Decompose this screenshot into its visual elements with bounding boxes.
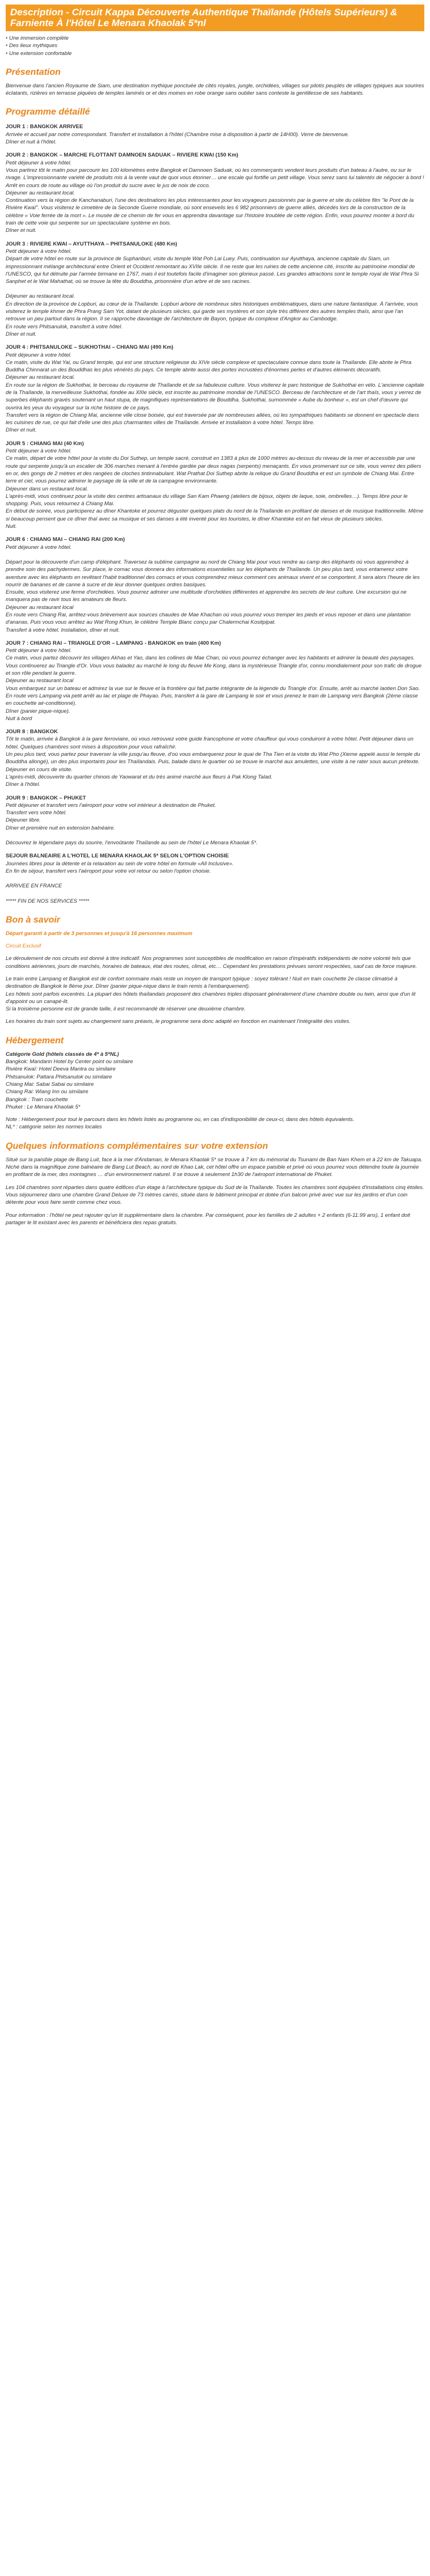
extension-paragraph: Pour information : l'hôtel ne peut rajouter qu'un lit supplémentaire dans la chambre. Par conséquent, pour les familles de 2 adultes + 2 enfants (6-11.99 ans), 1 enfant doit partager le lit existant avec les parents et bénéficiera des repas gratuits. [6,1212,410,1226]
day-title: JOUR 5 : CHIANG MAI (40 Km) [6,440,84,447]
day-line: Journées libres pour la détente et la relaxation au sein de votre hôtel en formule «All Inclusive». [6,860,234,867]
day-line: ***** FIN DE NOS SERVICES ***** [6,898,90,904]
hotel-category: Catégorie Gold (hôtels classés de 4* à 5*NL) [6,1051,119,1058]
day-line: Départ de votre hôtel en route sur la province de Suphanburi, visite du temple Wat Poh Lai Luey. Puis, continuation sur Ayutthaya, ancienne capitale du Siam, un impressionnant mélange architectural entre Orient et Occident remontant au XVIIe siècle. Il ne reste que les ruines de cette ancienne cité, inscrite au patrimoine mondial de l'UNESCO, qui fut détruite par l'armée birmane en 1767, mais il est toutefois facile d'imaginer son glorieux passé. Les grandes attractions sont le temple royal de Wat Phra Si Sanphet et le Wat Mahathat, où se trouve la tête du Bouddha, prisonnière d'un arbre et de ses racines. [6,256,419,285]
programme-days [6,123,424,904]
day-line: En route sur la région de Sukhothai, le berceau du royaume de Thaïlande et de sa fabuleuse culture. Vous visiterez le parc historique de Sukhothai en vélo. L'ancienne capitale de la Thaïlande, la merveilleuse Sukhothai, fondée au XIIIe siècle, est inscrite au patrimoine mondial de l'UNESCO. Berceau de l'architecture et de l'art thaïs, vous y verrez de superbes éléphants gravés soutenant un haut stupa, de magnifiques représentations de Bouddha. Sukhothai, surnommée « Aube du bonheur », est un chef d'œuvre qui ouvrira les yeux du voyageur sur la riche histoire de ce pays. [6,382,424,411]
day-line: Petit déjeuner et transfert vers l'aéroport pour votre vol intérieur à destination de Phuket. [6,802,216,809]
day-line: Dîner et nuit. [6,331,37,337]
programme-day [6,536,424,634]
day-line: Déjeuner au restaurant local. [6,293,75,300]
extension-paragraph: Situé sur la paisible plage de Bang Luit, face à la mer d'Andaman, le Menara Khaolak 5* se trouve à 7 km du mémorial du Tsunami de Ban Nam Khem et à 22 km de Takuapa. Niché dans la magnifique zone balnéaire de Bang Lut Beach, au nord de Khao Lak, cet hôtel offre un espace paisible et privé où vous pourrez vous détendre toute la journée en profitant de la mer, des montagnes … d'un environnement naturel. Il se trouve à seulement 1h30 de l'aéroport international de Phuket. [6,1156,423,1178]
day-line: Transfert à votre hôtel. Installation, dîner et nuit. [6,627,120,633]
day-line: En route vers Phitsanulok, transfert à votre hôtel. [6,323,123,330]
day-line: Déjeuner libre. [6,817,41,824]
info-paragraph: Le déroulement de nos circuits est donné à titre indicatif. Nos programmes sont susceptibles de modification en raison d'impératifs indépendants de notre volonté tels que conditions aériennes, jours de marchés, horaires de bateaux, état des routes, climat, etc… Cependant les prestations prévues seront respectées, sauf cas de force majeure. [6,955,418,970]
day-line: Vous partirez tôt le matin pour parcourir les 100 kilomètres entre Bangkok et Damnoen Saduak, où les commerçants vendent leurs produits d'un bateau à l'autre, ou sur le rivage. L'impressionnante variété de produits mis à la vente vaut de quoi vous étonner… une escale qui fortifie un petit village. Vous serez sans lui talentés de négocier à bord ! [6,167,424,181]
day-line: ARRIVEE EN FRANCE [6,883,62,890]
programme-day [6,728,424,788]
programme-day [6,640,424,722]
hotel-item: Phitsanulok: Pattara Phitsanulok ou similaire [6,1073,112,1080]
page [0,0,430,1226]
day-line [6,832,424,839]
day-line: Petit déjeuner à votre hôtel. [6,544,72,551]
day-title: JOUR 8 : BANGKOK [6,729,58,735]
day-line [6,890,424,898]
day-line: Tôt le matin, arrivée à Bangkok à la gare ferroviaire, où vous retrouvez votre guide francophone et votre chauffeur qui vous conduiront à votre hôtel. Petit déjeuner dans un hôtel. Quelques chambres sont mises à disposition pour vous rafraîchir. [6,736,414,750]
day-title: JOUR 7 : CHIANG RAI – TRIANGLE D'OR – LAMPANG - BANGKOK en train (400 Km) [6,640,221,646]
day-title: JOUR 3 : RIVIERE KWAI – AYUTTHAYA – PHITSANULOKE (480 Km) [6,240,178,247]
programme-day [6,240,424,339]
day-title: SEJOUR BALNEAIRE A L'HOTEL LE MENARA KHAOLAK 5* SELON L'OPTION CHOISIE [6,853,229,860]
day-title: JOUR 1 : BANGKOK ARRIVEE [6,124,83,130]
presentation-text: Bienvenue dans l'ancien Royaume de Siam, une destination mythique ponctuée de cités royales, jungle, orchidées, villages sur pilotis peuplés de villages typiques aux sourires éclatants, rizières en terrasse piquées de temples laminés or et des moines en robe orange sans oublier sans conteste la gentillesse de ses habitants. [6,82,424,97]
programme-day [6,151,424,234]
day-line: Découvrez le légendaire pays du sourire, l'envoûtante Thaïlande au sein de l'hôtel Le Menara Khaolak 5*. [6,840,258,847]
day-line: Déjeuner au restaurant local [6,678,74,684]
day-line: Petit déjeuner à votre hôtel. [6,159,72,166]
programme-day [6,440,424,531]
hotel-list [6,1058,424,1111]
bon-a-savoir-heading: Bon à savoir [6,915,61,925]
day-line: Petit déjeuner à votre hôtel. [6,448,72,455]
programme-day [6,794,424,847]
day-line [6,285,424,293]
day-line: Nuit. [6,523,17,530]
day-line: Déjeuner au restaurant local. [6,189,75,196]
hebergement-heading: Hébergement [6,1035,64,1046]
programme-heading: Programme détaillé [6,107,90,117]
day-line: Dîner et nuit. [6,427,37,434]
day-title: JOUR 2 : BANGKOK – MARCHE FLOTTANT DAMNOEN SADUAK – RIVIERE KWAI (150 Km) [6,152,238,159]
day-line: Petit déjeuner à votre hôtel. [6,248,72,255]
day-line: Dîner et nuit. [6,227,37,234]
programme-day [6,123,424,146]
day-line: Départ pour la découverte d'un camp d'éléphant. Traversez la sublime campagne au nord de Chiang Mai pour vous rendre au camp des éléphants où vous apprendrez à prendre soin des pachydermes. Sur place, le cornac vous donnera des informations essentielles sur les éléphants de Thaïlande. Un peu plus tard, vous entamerez votre aventure avec les éléphants en revêtant l'habit traditionnel des cornacs et vous comprendrez mieux comment ces animaux vivent et se comportent. Il sera alors l'heure de les nourrir de bananes et de canne à sucre et de leur donner quelques ordres basiques. [6,559,420,588]
programme-day [6,852,424,904]
day-line: En route vers Lampang via petit arrêt au lac et plage de Phayao. Puis, transfert à la gare de Lampang le soir et vous prenez le train de Lampang vers Bangkok (2ème classe en couchette air-conditionné). [6,692,418,707]
page-title: Description - Circuit Kappa Découverte Authentique Thaïlande (Hôtels Supérieurs) & Farniente À l'Hôtel Le Menara Khaolak 5*nl [10,7,398,28]
day-line: Petit déjeuner à votre hôtel. [6,648,72,654]
day-line: Ce matin, vous partez découvrir les villages Akhas et Yao, dans les collines de Mae Chan, où vous pourrez échanger avec les habitants et admirer la beauté des paysages. Vous continuerez au Triangle d'Or. Vous vous baladez au marché le long du fleuve Me Kong, dans la mystérieuse Triangle d'or, connu mondialement pour son trafic de drogue et son rôle pendant la guerre. [6,655,422,677]
day-line: Arrêt en cours de route au village où l'on produit du sucre avec le jus de noix de coco. [6,182,210,189]
day-title: JOUR 4 : PHITSANULOKE – SUKHOTHAI – CHIANG MAI (490 Km) [6,344,174,351]
day-line: Arrivée et accueil par notre correspondant. Transfert et installation à l'hôtel (Chambre mise à disposition à partir de 14H00). Verre de bienvenue. [6,131,349,138]
day-line: Un peu plus tard, vous partez pour traverser la ville jusqu'au fleuve, d'où vous embarquerez pour le quai de Tha Tien et la visite du Wat Pho (Xieme appelé aussi le temple du Bouddha allongé), un des plus importants pour les Thaïlandais. Puis, balade dans le quartier où se trouve le marché aux amulettes, une visite à ne rater sous aucun prétexte. Déjeuner en cours de visite. [6,751,420,773]
day-line: Déjeuner dans un restaurant local. [6,485,88,492]
day-line: Transfert vers votre hôtel. [6,810,67,817]
day-line: Ce matin, visite du Wat Yai, ou Grand temple, qui est une structure religieuse du XIVe siècle complexe et spectaculaire connue dans toute la Thaïlande. Elle abrite le Phra Buddha Chinnarat un des Bouddhas les plus vénérés du pays. Ce temple abrite aussi des portes incrustées d'énormes perles et d'autres éléments décoratifs. [6,359,412,374]
day-line: Dîner à l'hôtel. [6,781,40,788]
day-line: Déjeuner au restaurant local [6,604,74,611]
extension-paragraph: Les 104 chambres sont réparties dans quatre édifices d'un étage à l'architecture typique du Sud de la Thaïlande. Toutes les chambres sont équipées d'installations cinq étoiles. Vous séjournerez dans une chambre Grand Deluxe de 73 mètres carrés, située dans le bâtiment principal et dotée d'un balcon privé avec vue sur les jardins et d'un coin détente pour vous faire sentir comme chez vous. [6,1184,424,1206]
day-title: JOUR 6 : CHIANG MAI – CHIANG RAI (200 Km) [6,536,125,543]
day-line [6,551,424,559]
hotel-item: Rivière Kwaï: Hotel Deeva Mantra ou similaire [6,1066,116,1073]
presentation-heading: Présentation [6,67,61,77]
day-line [6,875,424,882]
day-line: L'après-midi, découverte du quartier chinois de Yaowarat et du très animé marché aux fleurs à Pak Klong Talad. [6,773,273,780]
circuit-label: Circuit Exclusif [6,943,41,950]
day-line: Dîner (panier pique-nique). [6,708,70,714]
hotel-item: Bangkok : Train couchette [6,1096,68,1103]
highlight-item: • Une immersion complète [6,35,424,42]
day-line: Petit déjeuner à votre hôtel. [6,352,72,358]
day-line: En fin de séjour, transfert vers l'aéroport pour votre vol retour ou selon l'option choisie. [6,868,211,874]
day-title: JOUR 9 : BANGKOK – PHUKET [6,794,86,801]
day-line: Ensuite, vous visiterez une ferme d'orchidées. Vous pourrez admirer une multitude d'orchidées différentes et apprendre les secrets de leur culture. Une excursion qui ne manquera pas de ravir tous les amateurs de fleurs. [6,589,407,603]
day-line: En début de soirée, vous participerez au dîner Khantoke et pourrez déguster quelques plats du nord de la Thaïlande en profitant de danses et de musique traditionnelle. Même si beaucoup pensent que ce dîner thaï avec sa musique et ses danses a été inventé pour les touristes, le dîner Khantoke est en fait vieux de plusieurs siècles. [6,508,424,522]
day-line: Nuit à bord [6,715,32,722]
day-line: Continuation vers la région de Kanchanaburi, l'une des destinations les plus intéressantes pour les voyageurs passionnés par la guerre et site du célèbre film "le Pont de la Rivière Kwaï". Vous visiterez le cimetière de la Seconde Guerre mondiale, où sont ensevelis les 6 982 prisonniers de guerre alliés, décédés lors de la construction de la célèbre « Voie ferrée de la mort ». Le musée de ce chemin de fer vous en apprendra davantage sur l'histoire troublée de cette région. Enfin, vous pourrez monter à bord du train de cette voie qui serpente sur un spectaculaire système en bois. [6,197,415,227]
hotel-note: Note : Hébergement pour tout le parcours dans les hôtels listés au programme ou, en cas d'indisponibilité de ceux-ci, dans des hôtels équivalents. NL* : catégorie selon les normes locales [6,1116,355,1131]
day-line: Déjeuner au restaurant local. [6,374,75,381]
programme-day [6,344,424,434]
day-line: Ce matin, départ de votre hôtel pour la visite du Doi Suthep, un temple sacré, construit en 1383 à plus de 1000 mètres au-dessus du niveau de la mer et accessible par une route qui serpente jusqu'à un escalier de 306 marches menant à l'entrée gardée par deux nagas (serpents) menaçants. En vous promenant sur ce site, vous verrez des piliers en or, des gongs de 2 mètres et des rangées de cloches tintinnabulant. Wat Prathat Doi Suthep abrite la relique du Grand Bouddha et est un symbole de Chiang Mai. Entre terre et ciel, vous pourrez admirer le paysage de la ville et de la campagne environnante. [6,455,421,485]
day-line: Dîner et première nuit en extension balnéaire. [6,824,115,831]
highlight-item: • Des lieux mythiques [6,42,424,49]
hotel-item: Phuket : Le Menara Khaolak 5* [6,1103,81,1110]
info-paragraph: Le train entre Lampang et Bangkok est de confort sommaire mais reste un moyen de transport typique : soyez tolérant ! Nuit en train couchette 2e classe climatisé à destination de Bangkok le 8ème jour. Dîner (panier pique-nique dans le train remis à l'embarquement). Les hôtels sont parfois excentrés. La plupart des hôtels thaïlandais proposent des chambres triples disposant généralement d'une chambre double ou twin, ainsi que d'un lit d'appoint ou un canapé-lit. Si la troisième personne est de grande taille, il est recommandé de réserver une deuxième chambre. [6,975,416,1013]
day-line: En direction de la province de Lopburi, au cœur de la Thaïlande. Lopburi arbore de nombreux sites historiques emblématiques, dans une nature fantastique. À l'arrivée, vous visiterez le temple khmer de Phra Prang Sam Yot, datant de plusieurs siècles, qui garde ses mystères et son style très différent des autres temples thaïs, ainsi que l'an retrouve un peu partout dans la région. Il se rapproche davantage de l'architecture de Bayon, typique du complexe d'Angkor au Cambodge. [6,301,418,323]
day-line: En route vers Chiang Rai, arrêtez-vous brièvement aux sources chaudes de Mae Khachan où vous pourrez vous tremper les pieds et vous reposer et dans une plantation d'ananas. Puis vous vous arrêtez au Wat Rong Khun, le célèbre Temple Blanc conçu par Chalermchai Kositpipat. [6,612,411,626]
day-line: Vous embarquez sur un bateau et admirez la vue sur le fleuve et la frontière qui fait partie intégrante de la légende du Triangle d'or. Ensuite, arrêt au marché laotien Don Sao. [6,685,420,692]
day-line: L'après-midi, vous continuez pour la visite des centres artisanaux du village San Kam Phaeng (ateliers de bijoux, objets de laque, soie, ombrelles…). Temps libre pour le shopping. Puis, vous retournez à Chiang Mai. [6,493,408,507]
departure-note: Départ garanti à partir de 3 personnes et jusqu'à 16 personnes maximum [6,930,193,937]
highlights-list [6,35,424,57]
highlight-item: • Une extension confortable [6,50,424,57]
hotel-item: Chiang Rai: Wiang Inn ou similaire [6,1089,88,1095]
day-line: Dîner et nuit à l'hôtel. [6,139,57,146]
day-line: Transfert vers la région de Chiang Mai, ancienne ville close boisée, qui est traversée par de nombreuses allées, où les sympathiques habitants se donnent en spectacle dans les cuisines de rue, ce qui fait d'elle une des plus charmantes villes de Thaïlande. Arrivée et installation à votre hôtel. Temps libre. [6,412,419,426]
page-title-banner [6,5,424,31]
hotel-item: Bangkok: Mandarin Hotel by Center point ou similaire [6,1059,133,1065]
hotel-item: Chiang Mai: Sabai Sabai ou similaire [6,1081,94,1088]
info-paragraph: Les horaires du train sont sujets au changement sans préavis, le programme sera donc adapté en fonction en maintenant l'intégralité des visites. [6,1018,351,1025]
extension-heading: Quelques informations complémentaires sur votre extension [6,1141,268,1151]
